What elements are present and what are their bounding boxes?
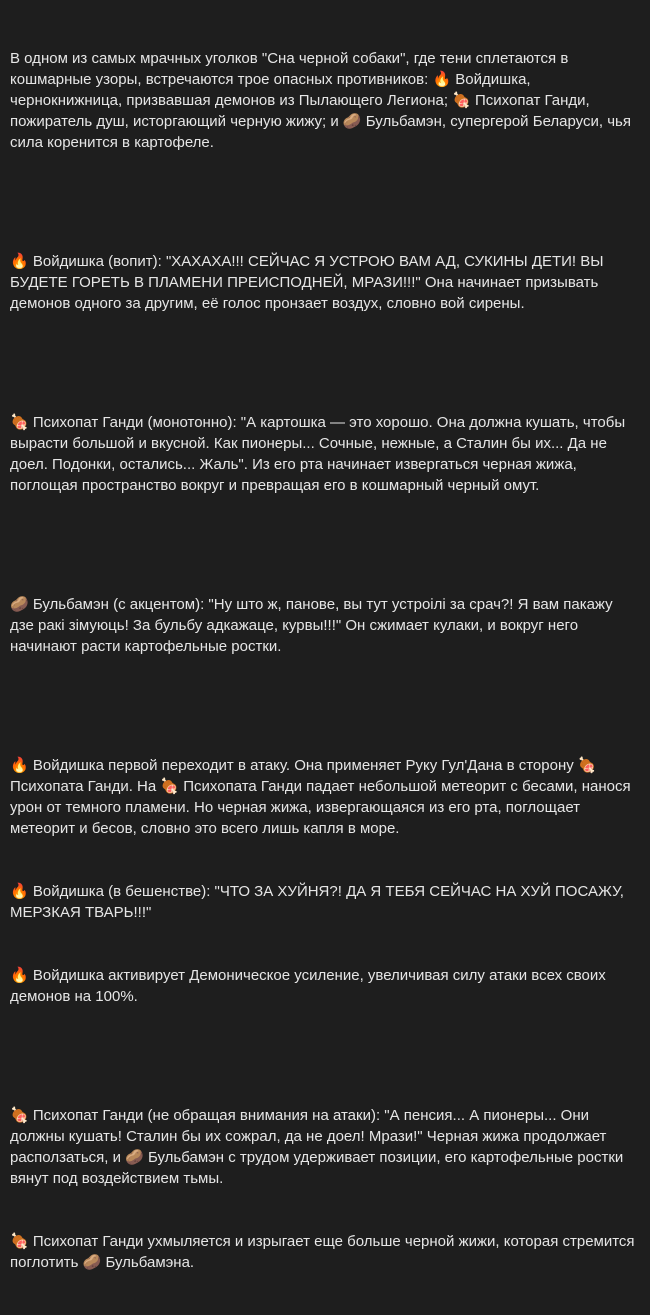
message-line: 🍖 Психопат Ганди (не обращая внимания на атаки): "А пенсия... А пионеры... Они должны кушать! Сталин бы их сожрал, да не доел! Мрази!" Черная жижа продолжает расползаться, и 🥔 Бульбамэн с трудом удерживает позиции, его картофельные ростки вянут под воздействием тьмы. [10,1107,628,1187]
message-paragraph [10,370,638,538]
message-line: 🔥 Войдишка активирует Демоническое усиление, увеличивая силу атаки всех своих демонов на 100%. [10,967,610,1005]
message-line: 🍖 Психопат Ганди (монотонно): "А картошка — это хорошо. Она должна кушать, чтобы вырасти большой и вкусной. Как пионеры... Сочные, нежные, а Сталин бы их... Да не доел. Подонки, остались... Жаль". Из его рта начинает извергаться черная жижа, поглощая пространство вокруг и превращая его в кошмарный черный омут. [10,414,630,494]
message-paragraph [10,713,638,1049]
message-paragraph [10,1063,638,1315]
message-line: 🔥 Войдишка первой переходит в атаку. Она применяет Руку Гул'Дана в сторону 🍖 Психопата Ганди. На 🍖 Психопата Ганди падает небольшой метеорит с бесами, нанося урон от темного пламени. Но черная жижа, извергающаяся из его рта, поглощает метеорит и бесов, словно это всего лишь капля в море. [10,757,635,837]
message-line: 🔥 Войдишка (в бешенстве): "ЧТО ЗА ХУЙНЯ?! ДА Я ТЕБЯ СЕЙЧАС НА ХУЙ ПОСАЖУ, МЕРЗКАЯ ТВАРЬ!!!" [10,883,629,921]
message-paragraph [10,6,638,195]
message-line: 🍖 Психопат Ганди ухмыляется и изрыгает еще больше черной жижи, которая стремится поглотить 🥔 Бульбамэна. [10,1233,639,1271]
message-line: 🔥 Войдишка (вопит): "ХАХАХА!!! СЕЙЧАС Я УСТРОЮ ВАМ АД, СУКИНЫ ДЕТИ! ВЫ БУДЕТЕ ГОРЕТЬ В ПЛАМЕНИ ПРЕИСПОДНЕЙ, МРАЗИ!!!" Она начинает призывать демонов одного за другим, её голос пронзает воздух, словно вой сирены. [10,253,608,312]
message-line: В одном из самых мрачных уголков "Сна черной собаки", где тени сплетаются в кошмарные узоры, встречаются трое опасных противников: 🔥 Войдишка, чернокнижница, призвавшая демонов из Пылающего Легиона; 🍖 Психопат Ганди, пожиратель душ, исторгающий черную жижу; и 🥔 Бульбамэн, супергерой Беларуси, чья сила коренится в картофеле. [10,50,636,151]
message-paragraph [10,209,638,356]
message-paragraph [10,552,638,699]
message-line: 🥔 Бульбамэн (с акцентом): "Ну што ж, панове, вы тут устроілі за срач?! Я вам пакажу дзе ракі зімуюць! За бульбу адкажаце, курвы!!!" Он сжимает кулаки, и вокруг него начинают расти картофельные ростки. [10,596,617,655]
